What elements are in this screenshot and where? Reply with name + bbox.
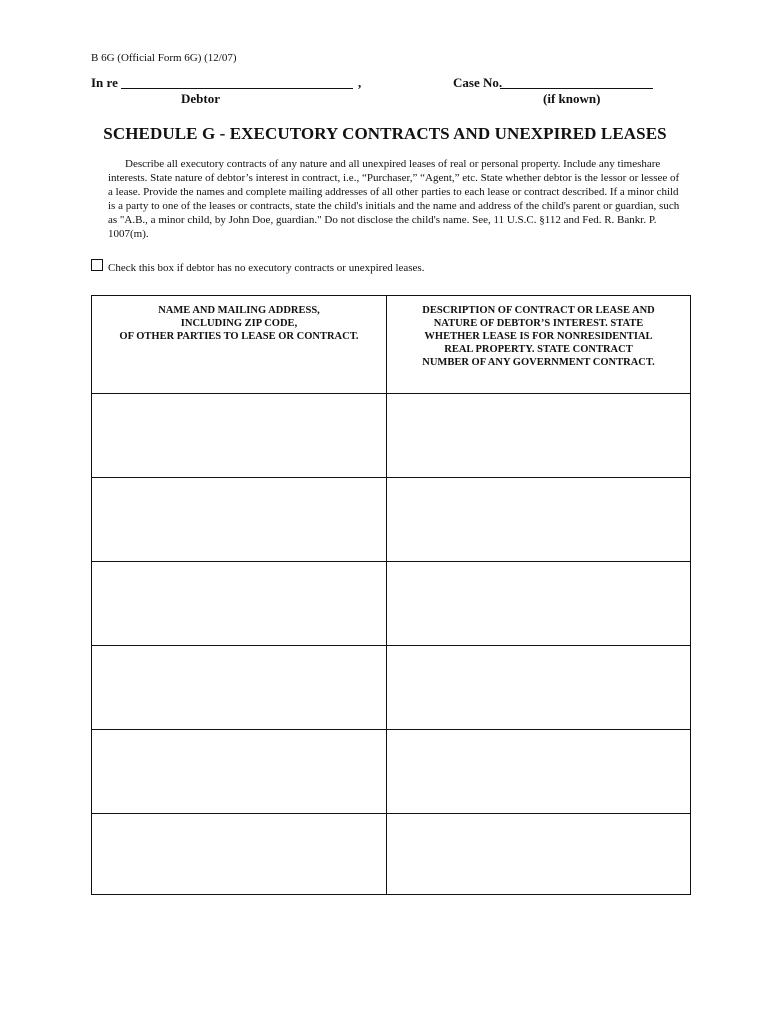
name-address-cell[interactable] <box>92 730 386 813</box>
if-known-label: (if known) <box>543 91 601 106</box>
description-cell[interactable] <box>387 394 690 477</box>
page-title: SCHEDULE G - EXECUTORY CONTRACTS AND UNEXPIRED LEASES <box>103 124 667 143</box>
name-address-cell[interactable] <box>92 478 386 561</box>
form-id: B 6G (Official Form 6G) (12/07) <box>91 52 237 64</box>
name-address-cell[interactable] <box>92 394 386 477</box>
name-address-cell[interactable] <box>92 646 386 729</box>
in-re-label: In re <box>91 75 118 90</box>
no-contracts-checkbox-label: Check this box if debtor has no executory contracts or unexpired leases. <box>108 262 425 274</box>
table-row <box>92 478 690 561</box>
description-cell[interactable] <box>387 562 690 645</box>
debtor-label: Debtor <box>181 91 220 106</box>
description-cell[interactable] <box>387 646 690 729</box>
instructions-paragraph: Describe all executory contracts of any nature and all unexpired leases of real or personal property. Include any timeshare interests. State nature of debtor’s interest in contract, i.e., “Purchaser,” “Agent,” etc. State whether debtor is the lessor or lessee of a lease. Provide the names and complete mailing addresses of all other parties to each lease or contract described. If a minor child is a party to one of the leases or contracts, state the child's initials and the name and address of the child's parent or guardian, such as "A.B., a minor child, by John Doe, guardian." Do not disclose the child's name. See, 11 U.S.C. §112 and Fed. R. Bankr. P. 1007(m). <box>108 158 680 240</box>
in-re-comma: , <box>358 75 362 90</box>
contracts-table <box>91 295 691 895</box>
description-cell[interactable] <box>387 730 690 813</box>
table-row <box>92 730 690 813</box>
case-no-field[interactable] <box>500 88 653 89</box>
name-address-cell[interactable] <box>92 562 386 645</box>
description-cell[interactable] <box>387 814 690 894</box>
table-row <box>92 646 690 729</box>
table-row <box>92 562 690 645</box>
case-no-label: Case No. <box>453 75 503 90</box>
description-cell[interactable] <box>387 478 690 561</box>
name-address-cell[interactable] <box>92 814 386 894</box>
table-row <box>92 394 690 477</box>
no-contracts-checkbox[interactable] <box>91 259 103 271</box>
debtor-name-field[interactable] <box>121 88 353 89</box>
table-row <box>92 814 690 894</box>
column-header-name-address: NAME AND MAILING ADDRESS, INCLUDING ZIP CODE, OF OTHER PARTIES TO LEASE OR CONTRACT. <box>119 305 359 342</box>
column-header-description: DESCRIPTION OF CONTRACT OR LEASE AND NATURE OF DEBTOR’S INTEREST. STATE WHETHER LEASE IS FOR NONRESIDENTIAL REAL PROPERTY. STATE CONTRACT NUMBER OF ANY GOVERNMENT CONTRACT. <box>422 305 655 368</box>
